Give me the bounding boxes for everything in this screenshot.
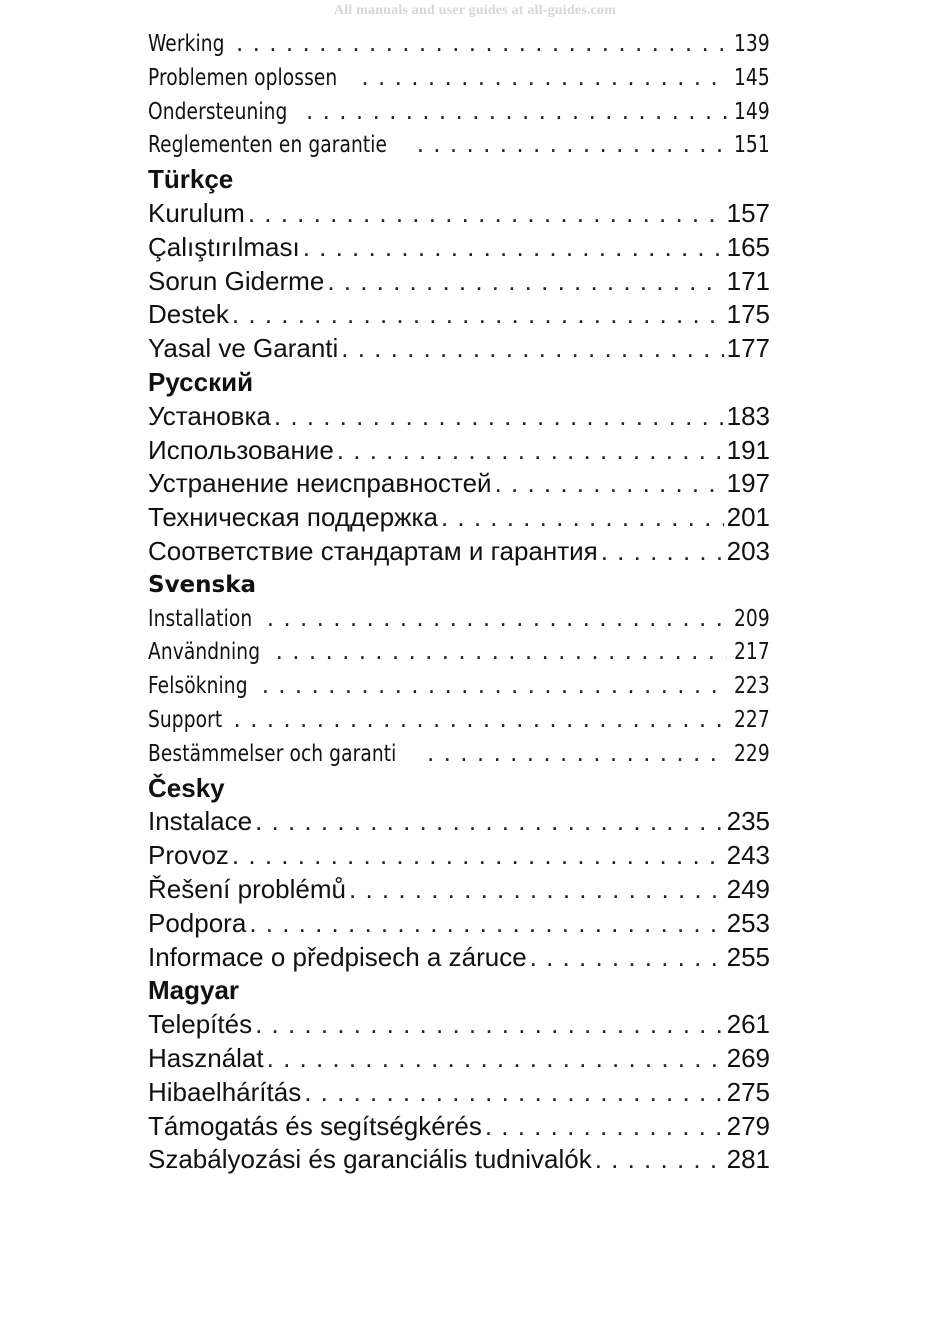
- dot-leader: [495, 467, 724, 501]
- dot-leader: [274, 400, 724, 434]
- dot-leader: [232, 839, 724, 873]
- dot-leader: [236, 28, 727, 62]
- toc-entry-title: Destek: [148, 299, 229, 330]
- toc-entry-page: 183: [726, 400, 770, 431]
- toc-entry-page: 145: [734, 64, 770, 91]
- toc-entry-title: Telepítés: [148, 1009, 253, 1040]
- toc-entry[interactable]: [148, 738, 770, 772]
- toc-entry-page: 171: [726, 265, 770, 296]
- toc-entry-page: 229: [734, 740, 770, 767]
- toc-entry-page: 227: [734, 706, 770, 733]
- toc-entry-title: Support: [148, 706, 223, 733]
- toc-entry-page: 201: [726, 502, 770, 533]
- toc-entry-page: 149: [734, 98, 770, 125]
- toc-entry-title: Podpora: [148, 907, 247, 938]
- toc-entry-title: Szabályozási és garanciális tudnivalók: [148, 1144, 592, 1175]
- toc-entry-page: 177: [726, 333, 770, 364]
- toc-entry-page: 269: [726, 1042, 770, 1073]
- toc-entry-page: 243: [726, 840, 770, 871]
- toc-entry-title: Řešení problémů: [148, 873, 346, 904]
- toc-entry[interactable]: [148, 265, 770, 299]
- toc-entry-title: Installation: [148, 605, 253, 632]
- toc-entry[interactable]: [148, 1008, 770, 1042]
- toc-entry-page: 275: [726, 1076, 770, 1107]
- toc-entry-page: 175: [726, 299, 770, 330]
- toc-entry[interactable]: [148, 535, 770, 569]
- toc-entry-page: 279: [726, 1110, 770, 1141]
- toc-entry[interactable]: [148, 839, 770, 873]
- toc-entry[interactable]: [148, 197, 770, 231]
- toc-entry-title: Использование: [148, 434, 334, 465]
- toc-entry[interactable]: [148, 636, 770, 670]
- toc-entry[interactable]: [148, 434, 770, 468]
- toc-entry-page: 203: [726, 535, 770, 566]
- toc-entry[interactable]: [148, 96, 770, 130]
- section-heading: Türkçe: [148, 164, 234, 195]
- toc-entry-title: Yasal ve Garanti: [148, 333, 339, 364]
- toc-entry-title: Felsökning: [148, 673, 248, 700]
- toc-entry[interactable]: [148, 941, 770, 975]
- toc-entry-title: Hibaelhárítás: [148, 1076, 302, 1107]
- dot-leader: [249, 907, 723, 941]
- dot-leader: [255, 805, 724, 839]
- toc-entry-title: Reglementen en garantie: [148, 132, 388, 159]
- toc-section: [148, 163, 770, 366]
- toc-entry[interactable]: [148, 62, 770, 96]
- toc-entry-title: Çalıştırılması: [148, 231, 300, 262]
- dot-leader: [262, 670, 728, 704]
- dot-leader: [327, 265, 723, 299]
- toc-entry[interactable]: [148, 907, 770, 941]
- section-heading: Magyar: [148, 975, 240, 1006]
- toc-entry-title: Instalace: [148, 806, 253, 837]
- toc-entry-title: Установка: [148, 400, 271, 431]
- toc-entry[interactable]: [148, 1042, 770, 1076]
- toc-entry-title: Устранение неисправностей: [148, 468, 492, 499]
- toc-entry-page: 209: [734, 605, 770, 632]
- toc-entry-page: 217: [734, 639, 770, 666]
- toc-section: [148, 366, 770, 569]
- toc-section: [148, 569, 770, 772]
- section-heading: Русский: [148, 366, 254, 397]
- dot-leader: [341, 332, 723, 366]
- toc-entry[interactable]: [148, 1110, 770, 1144]
- toc-entry-title: Bestämmelser och garanti: [148, 740, 397, 767]
- section-heading: Svenska: [148, 571, 257, 598]
- dot-leader: [232, 298, 724, 332]
- toc-entry-page: 157: [726, 197, 770, 228]
- dot-leader: [417, 129, 728, 163]
- toc-entry-title: Соответствие стандартам и гарантия: [148, 535, 598, 566]
- toc-entry-title: Техническая поддержка: [148, 502, 438, 533]
- toc-entry[interactable]: [148, 129, 770, 163]
- toc-entry-title: Werking: [148, 31, 225, 57]
- toc-entry[interactable]: [148, 873, 770, 907]
- toc-entry[interactable]: [148, 332, 770, 366]
- toc-entry[interactable]: [148, 501, 770, 535]
- dot-leader: [304, 1076, 723, 1110]
- toc-entry-page: 151: [734, 132, 770, 159]
- toc-section: [148, 772, 770, 975]
- toc-entry-page: 191: [726, 434, 770, 465]
- toc-entry-title: Sorun Giderme: [148, 265, 325, 296]
- toc-entry[interactable]: [148, 670, 770, 704]
- dot-leader: [306, 96, 727, 130]
- dot-leader: [303, 231, 724, 265]
- toc-entry[interactable]: [148, 704, 770, 738]
- dot-leader: [267, 603, 727, 637]
- toc-entry-page: 197: [726, 468, 770, 499]
- toc-entry-page: 281: [726, 1144, 770, 1175]
- dot-leader: [248, 197, 724, 231]
- dot-leader: [427, 738, 727, 772]
- toc-entry[interactable]: [148, 298, 770, 332]
- toc-entry-page: 235: [726, 806, 770, 837]
- toc-section: [148, 974, 770, 1177]
- toc-entry-title: Informace o předpisech a záruce: [148, 941, 527, 972]
- toc-entry-title: Provoz: [148, 840, 229, 871]
- toc-entry-title: Ondersteuning: [148, 98, 288, 125]
- dot-leader: [595, 1143, 724, 1177]
- toc-entry-title: Támogatás és segítségkérés: [148, 1110, 482, 1141]
- dot-leader: [601, 535, 724, 569]
- dot-leader: [276, 636, 728, 670]
- toc-entry-title: Användning: [148, 639, 261, 666]
- toc-entry-page: 261: [726, 1009, 770, 1040]
- toc-entry-title: Problemen oplossen: [148, 64, 338, 91]
- toc-entry[interactable]: [148, 231, 770, 265]
- toc-entry[interactable]: [148, 1143, 770, 1177]
- dot-leader: [349, 873, 724, 907]
- toc-entry-title: Használat: [148, 1042, 264, 1073]
- toc-entry-page: 223: [734, 673, 770, 700]
- toc-entry-page: 165: [726, 231, 770, 262]
- toc-entry[interactable]: [148, 1076, 770, 1110]
- dot-leader: [234, 704, 728, 738]
- toc-entry-page: 249: [726, 873, 770, 904]
- toc-entry-title: Kurulum: [148, 197, 245, 228]
- dot-leader: [441, 501, 724, 535]
- toc-entry[interactable]: [148, 603, 770, 637]
- section-heading: Česky: [148, 772, 225, 803]
- dot-leader: [267, 1042, 724, 1076]
- toc-entry-page: 139: [734, 31, 770, 57]
- toc-entry[interactable]: [148, 467, 770, 501]
- dot-leader: [361, 62, 727, 96]
- table-of-contents: [148, 28, 770, 1177]
- dot-leader: [255, 1008, 724, 1042]
- toc-entry[interactable]: [148, 28, 770, 62]
- toc-entry-page: 253: [726, 907, 770, 938]
- dot-leader: [337, 434, 724, 468]
- dot-leader: [485, 1110, 724, 1144]
- toc-entry[interactable]: [148, 805, 770, 839]
- toc-section: [148, 28, 770, 163]
- watermark: All manuals and user guides at all-guides.com: [333, 3, 617, 18]
- dot-leader: [530, 941, 724, 975]
- toc-entry-page: 255: [726, 941, 770, 972]
- toc-entry[interactable]: [148, 400, 770, 434]
